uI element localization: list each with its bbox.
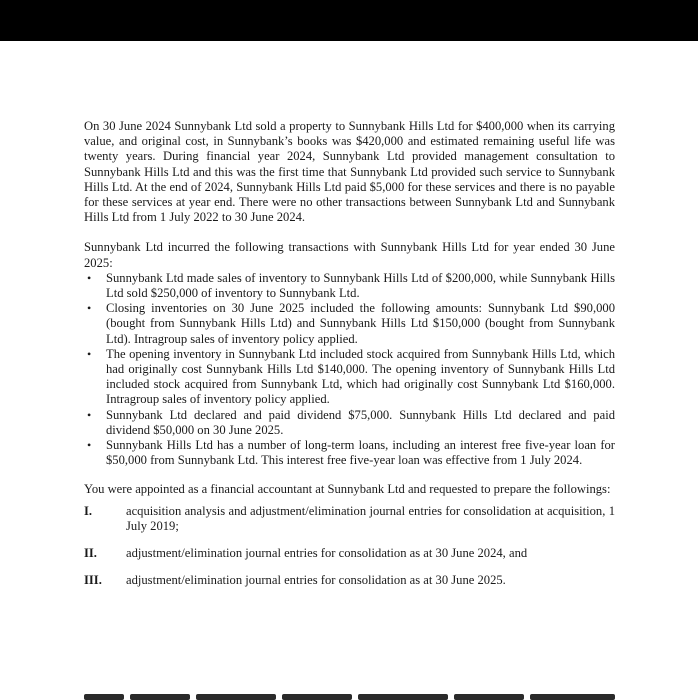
list-item bbox=[84, 301, 615, 347]
task-number: I. bbox=[84, 503, 93, 518]
paragraph-appointment: You were appointed as a financial accountant at Sunnybank Ltd and requested to prepare the followings: bbox=[84, 482, 611, 497]
list-item-text: Sunnybank Ltd declared and paid dividend $75,000. Sunnybank Hills Ltd declared and paid dividend $50,000 on 30 June 2025. bbox=[106, 407, 615, 437]
transactions-list bbox=[84, 271, 615, 469]
bullet-icon: • bbox=[87, 438, 92, 453]
task-number: II. bbox=[84, 546, 97, 561]
task-item bbox=[84, 546, 615, 561]
document-body bbox=[84, 119, 615, 594]
list-item bbox=[84, 438, 615, 468]
paragraph-property-sale: On 30 June 2024 Sunnybank Ltd sold a property to Sunnybank Hills Ltd for $400,000 when its carrying value, and original cost, in Sunnybank’s books was $420,000 and estimated remaining useful life was twenty years. During financial year 2024, Sunnybank Ltd provided management consultation to Sunnybank Hills Ltd and this was the first time that Sunnybank Ltd provided such service to Sunnybank Hills Ltd. At the end of 2024, Sunnybank Hills Ltd paid $5,000 for these services and there is no payable for these services at year end. There were no other transactions between Sunnybank Ltd and Sunnybank Hills Ltd from 1 July 2022 to 30 June 2024. bbox=[84, 119, 615, 225]
bullet-icon: • bbox=[87, 407, 92, 422]
task-item bbox=[84, 573, 615, 588]
task-text: adjustment/elimination journal entries for consolidation as at 30 June 2025. bbox=[126, 573, 506, 588]
bullet-icon: • bbox=[87, 270, 92, 285]
list-item-text: The opening inventory in Sunnybank Ltd included stock acquired from Sunnybank Hills Ltd, which had originally cost Sunnybank Hills Ltd $140,000. The opening inventory of Sunnybank Hills Ltd included stock acquired from Sunnybank Ltd, which had originally cost Sunnybank Ltd $160,000. Intragroup sales of inventory policy applied. bbox=[106, 346, 615, 407]
top-black-bar bbox=[0, 0, 698, 41]
list-item-text: Sunnybank Ltd made sales of inventory to Sunnybank Hills Ltd of $200,000, while Sunnybank Hills Ltd sold $250,000 of inventory to Sunnybank Ltd. bbox=[106, 270, 615, 301]
task-item bbox=[84, 504, 615, 534]
list-item bbox=[84, 408, 615, 438]
task-text: adjustment/elimination journal entries for consolidation as at 30 June 2024, and bbox=[126, 546, 528, 561]
paragraph-transactions-intro: Sunnybank Ltd incurred the following transactions with Sunnybank Hills Ltd for year ended 30 June 2025: bbox=[84, 240, 615, 270]
task-text: acquisition analysis and adjustment/elimination journal entries for consolidation at acquisition, 1 July 2019; bbox=[126, 503, 615, 533]
list-item bbox=[84, 271, 615, 301]
list-item bbox=[84, 347, 615, 408]
task-number: III. bbox=[84, 573, 102, 588]
list-item-text: Sunnybank Hills Ltd has a number of long-term loans, including an interest free five-year loan for $50,000 from Sunnybank Ltd. This interest free five-year loan was effective from 1 July 2024. bbox=[106, 438, 615, 468]
cut-off-next-line bbox=[84, 692, 615, 700]
list-item-text: Closing inventories on 30 June 2025 included the following amounts: Sunnybank Ltd $90,000 (bought from Sunnybank Hills Ltd) and Sunnybank Hills Ltd $150,000 (bought from Sunnybank Ltd). Intragroup sales of inventory policy applied. bbox=[106, 301, 615, 346]
bullet-icon: • bbox=[87, 346, 92, 361]
bullet-icon: • bbox=[87, 301, 92, 316]
